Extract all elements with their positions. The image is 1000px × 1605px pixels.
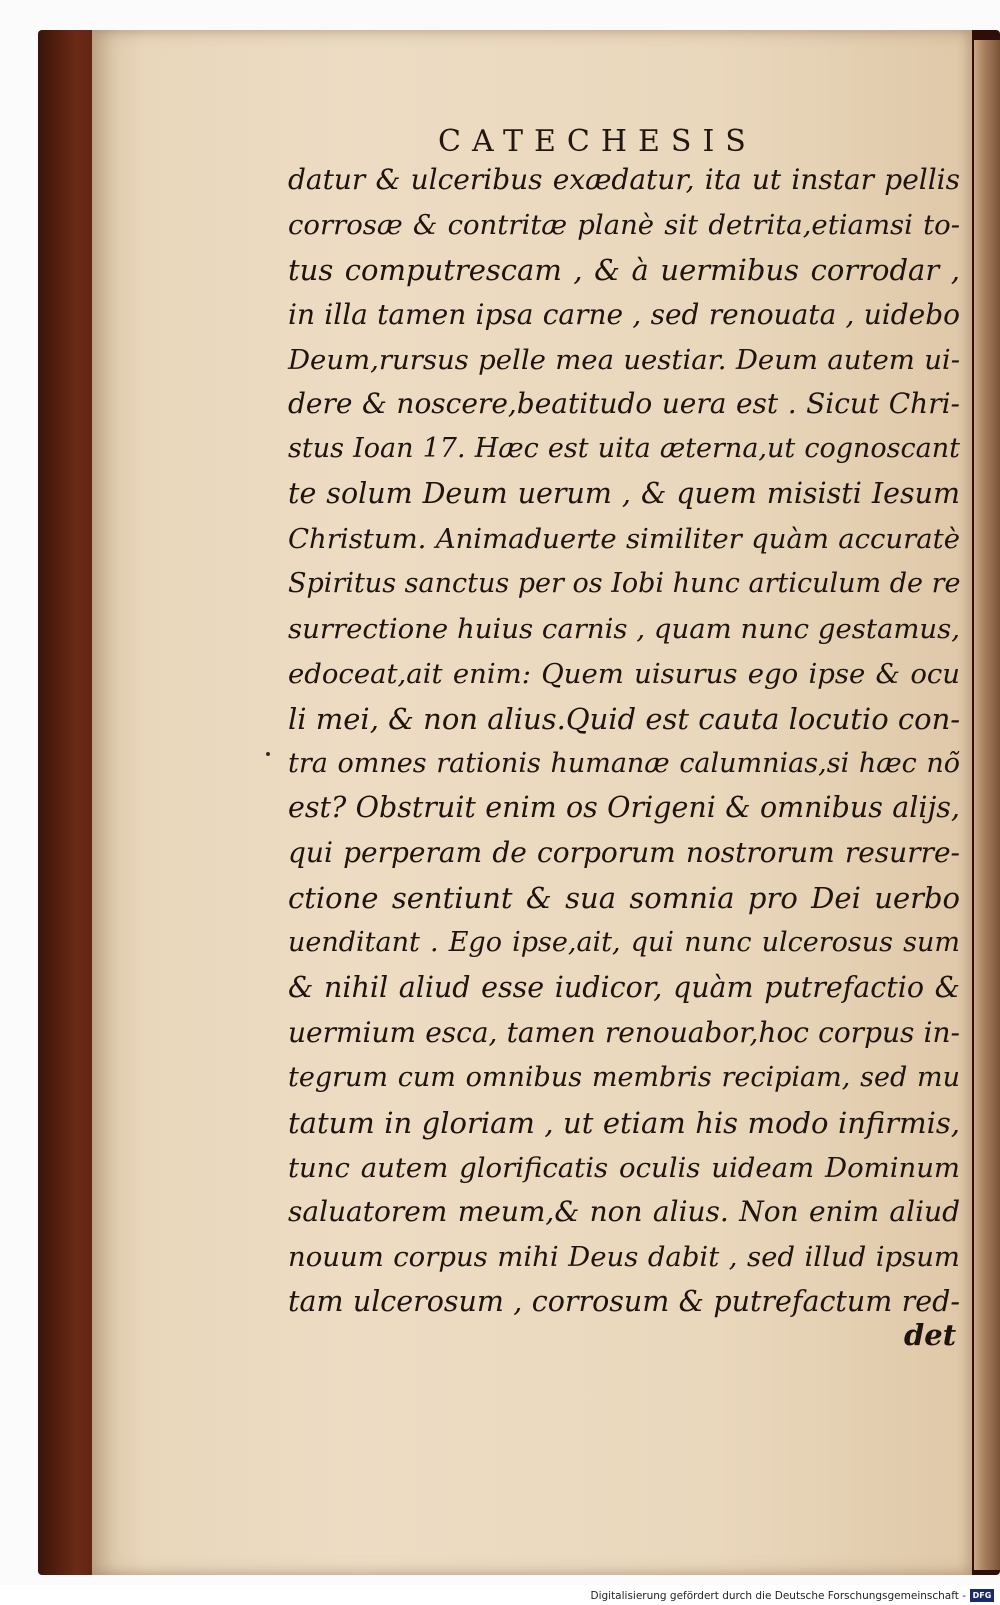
text-line: in illa tamen ipsa carne , sed renouata , uidebo	[288, 297, 960, 331]
text-line: saluatorem meum,& non alius. Non enim aliud	[288, 1195, 960, 1229]
text-line: est? Obstruit enim os Origeni & omnibus alijs,	[288, 791, 960, 825]
text-line: te solum Deum uerum , & quem misisti Iesum	[288, 477, 960, 511]
text-line: tus computrescam , & à uermibus corrodar ,	[288, 252, 960, 287]
text-line: tegrum cum omnibus membris recipiam, sed mu	[288, 1061, 960, 1093]
text-line: Deum,rursus pelle mea uestiar. Deum autem ui-	[288, 343, 960, 376]
text-line: uermium esca, tamen renouabor,hoc corpus in-	[288, 1015, 960, 1049]
text-line: tunc autem glorificatis oculis uideam Dominum	[288, 1151, 960, 1184]
text-line: li mei, & non alius.Quid est cauta locutio con-	[288, 701, 961, 736]
text-line: tam ulcerosum , corrosum & putrefactum red-	[288, 1285, 960, 1319]
text-line: corrosæ & contritæ planè sit detrita,etiamsi to-	[288, 208, 960, 241]
page-edges	[974, 40, 1000, 1570]
text-line: Spiritus sanctus per os Iobi hunc articulum de re	[288, 568, 961, 600]
dfg-logo: DFG	[970, 1589, 994, 1602]
margin-mark	[266, 752, 270, 756]
catchword: det	[904, 1318, 957, 1352]
text-line: datur & ulceribus exædatur, ita ut instar pellis	[288, 163, 960, 196]
text-line: uenditant . Ego ipse,ait, qui nunc ulcerosus sum	[288, 927, 960, 959]
text-line: dere & noscere,beatitudo uera est . Sicut Chri-	[288, 387, 960, 421]
page-text	[288, 158, 960, 1325]
text-line: & nihil aliud esse iudicor, quàm putrefactio &	[288, 971, 960, 1005]
text-line: tatum in gloriam , ut etiam his modo infirmis,	[288, 1105, 960, 1140]
text-line: ctione sentiunt & sua somnia pro Dei uerbo	[288, 881, 960, 916]
text-line: stus Ioan 17. Hæc est uita æterna,ut cognoscant	[288, 433, 960, 465]
text-line: tra omnes rationis humanæ calumnias,si hæc nõ	[288, 747, 960, 779]
running-head: CATECHESIS	[438, 124, 757, 159]
text-line: qui perperam de corporum nostrorum resurre-	[288, 836, 960, 870]
footer-credit: Digitalisierung gefördert durch die Deutsche Forschungsgemeinschaft -	[590, 1590, 966, 1602]
footer	[0, 1585, 1000, 1605]
text-line: surrectione huius carnis , quam nunc gestamus,	[288, 612, 960, 645]
text-line: Christum. Animaduerte similiter quàm accuratè	[288, 523, 960, 556]
text-line: edoceat,ait enim: Quem uisurus ego ipse & ocu	[288, 657, 960, 690]
text-line: nouum corpus mihi Deus dabit , sed illud ipsum	[288, 1241, 960, 1274]
